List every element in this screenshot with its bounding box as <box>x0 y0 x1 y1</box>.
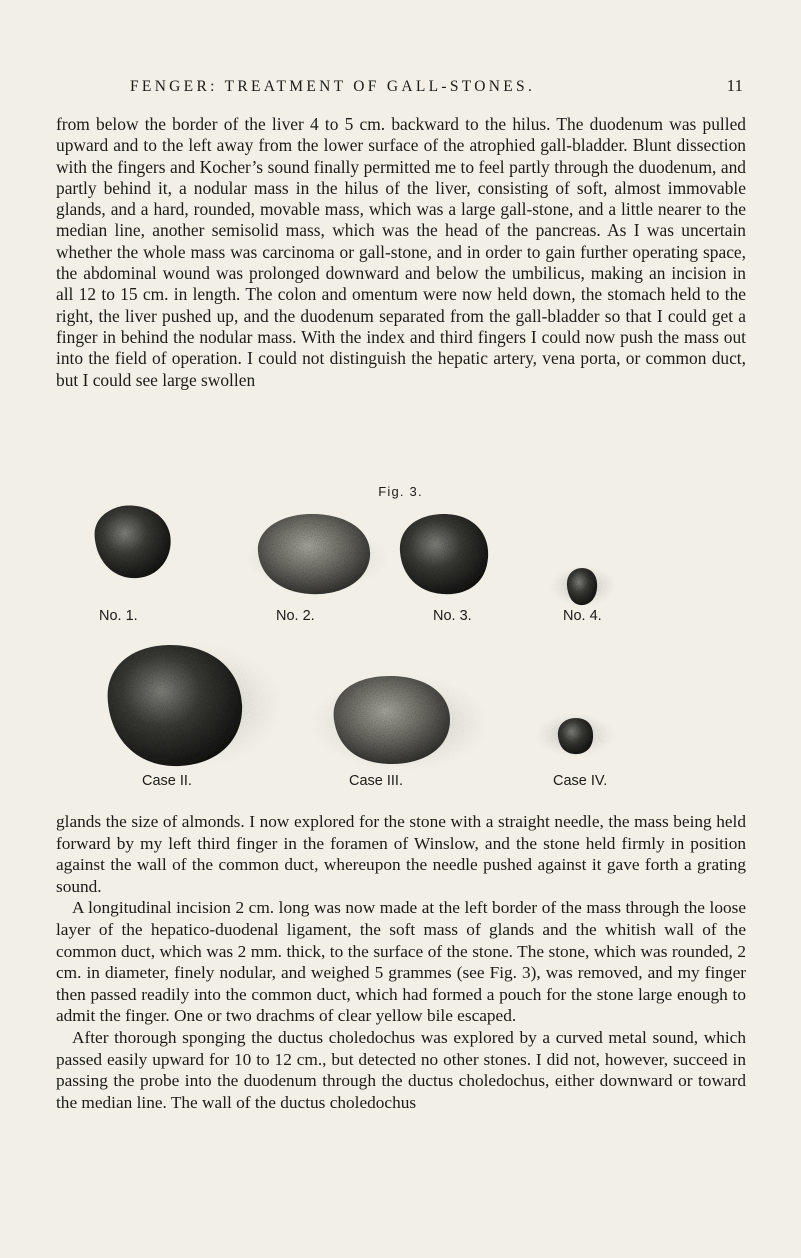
stone-no-2 <box>245 514 389 594</box>
label-no-2: No. 2. <box>276 608 315 624</box>
running-head: FENGER: TREATMENT OF GALL-STONES. <box>130 78 536 95</box>
figure-title: Fig. 3. <box>378 484 423 499</box>
label-no-3: No. 3. <box>433 608 472 624</box>
paragraph-bottom-3: After thorough sponging the ductus choledochus was explored by a curved metal sound, which passed easily upward for 10 to 12 cm., but detected no other stones. I did not, however, succeed in passing the probe into the duodenum through the ductus choledochus, either downward or toward the median line. The wall of the ductus choledochus <box>56 1027 746 1112</box>
label-no-4: No. 4. <box>563 608 602 624</box>
stone-no-3 <box>400 514 488 594</box>
paragraph-bottom <box>56 811 746 1113</box>
stone-no-4 <box>549 566 617 606</box>
stone-case-iv <box>535 713 615 757</box>
stone-case-ii <box>107 643 283 767</box>
page-number: 11 <box>726 76 743 95</box>
paragraph-bottom-2: A longitudinal incision 2 cm. long was now made at the left border of the mass through the loose layer of the hepatico-duodenal ligament, the soft mass of glands and the whitish wall of the common duct, which was 2 mm. thick, to the surface of the stone. The stone, which was rounded, 2 cm. in diameter, finely nodular, and weighed 5 grammes (see Fig. 3), was removed, and my finger then passed readily into the common duct, which had formed a pouch for the stone large enough to admit the finger. One or two drachms of clear yellow bile escaped. <box>56 898 746 1026</box>
label-no-1: No. 1. <box>99 608 138 624</box>
label-case-ii: Case II. <box>142 773 192 789</box>
stone-case-iii <box>310 675 490 771</box>
label-case-iv: Case IV. <box>553 773 608 789</box>
stone-no-1 <box>95 505 171 578</box>
paragraph-top: from below the border of the liver 4 to 5 cm. backward to the hilus. The duodenum was pulled upward and to the left away from the lower surface of the atrophied gall-bladder. Blunt dissection with the fingers and Kocher’s sound finally permitted me to feel partly through the duodenum, and partly behind it, a nodular mass in the hilus of the liver, consisting of soft, almost immovable glands, and a hard, rounded, movable mass, which was a large gall-stone, and a little nearer to the median line, another semisolid mass, which was the head of the pancreas. As I was uncertain whether the whole mass was carcinoma or gall-stone, and in order to gain further operating space, the abdominal wound was prolonged downward and below the umbilicus, making an incision in all 12 to 15 cm. in length. The colon and omentum were now held down, the stomach held to the right, the liver pushed up, and the duodenum separated from the gall-bladder so that I could get a finger in behind the nodular mass. With the index and third fingers I could now push the mass out into the field of operation. I could not distinguish the hepatic artery, vena porta, or common duct, but I could see large swollen <box>56 114 746 390</box>
label-case-iii: Case III. <box>349 773 403 789</box>
paragraph-bottom-1: glands the size of almonds. I now explored for the stone with a straight needle, the mass being held forward by my left third finger in the foramen of Winslow, and the stone held firmly in position against the wall of the common duct, whereupon the needle pushed against it gave forth a grating sound. <box>56 812 746 896</box>
